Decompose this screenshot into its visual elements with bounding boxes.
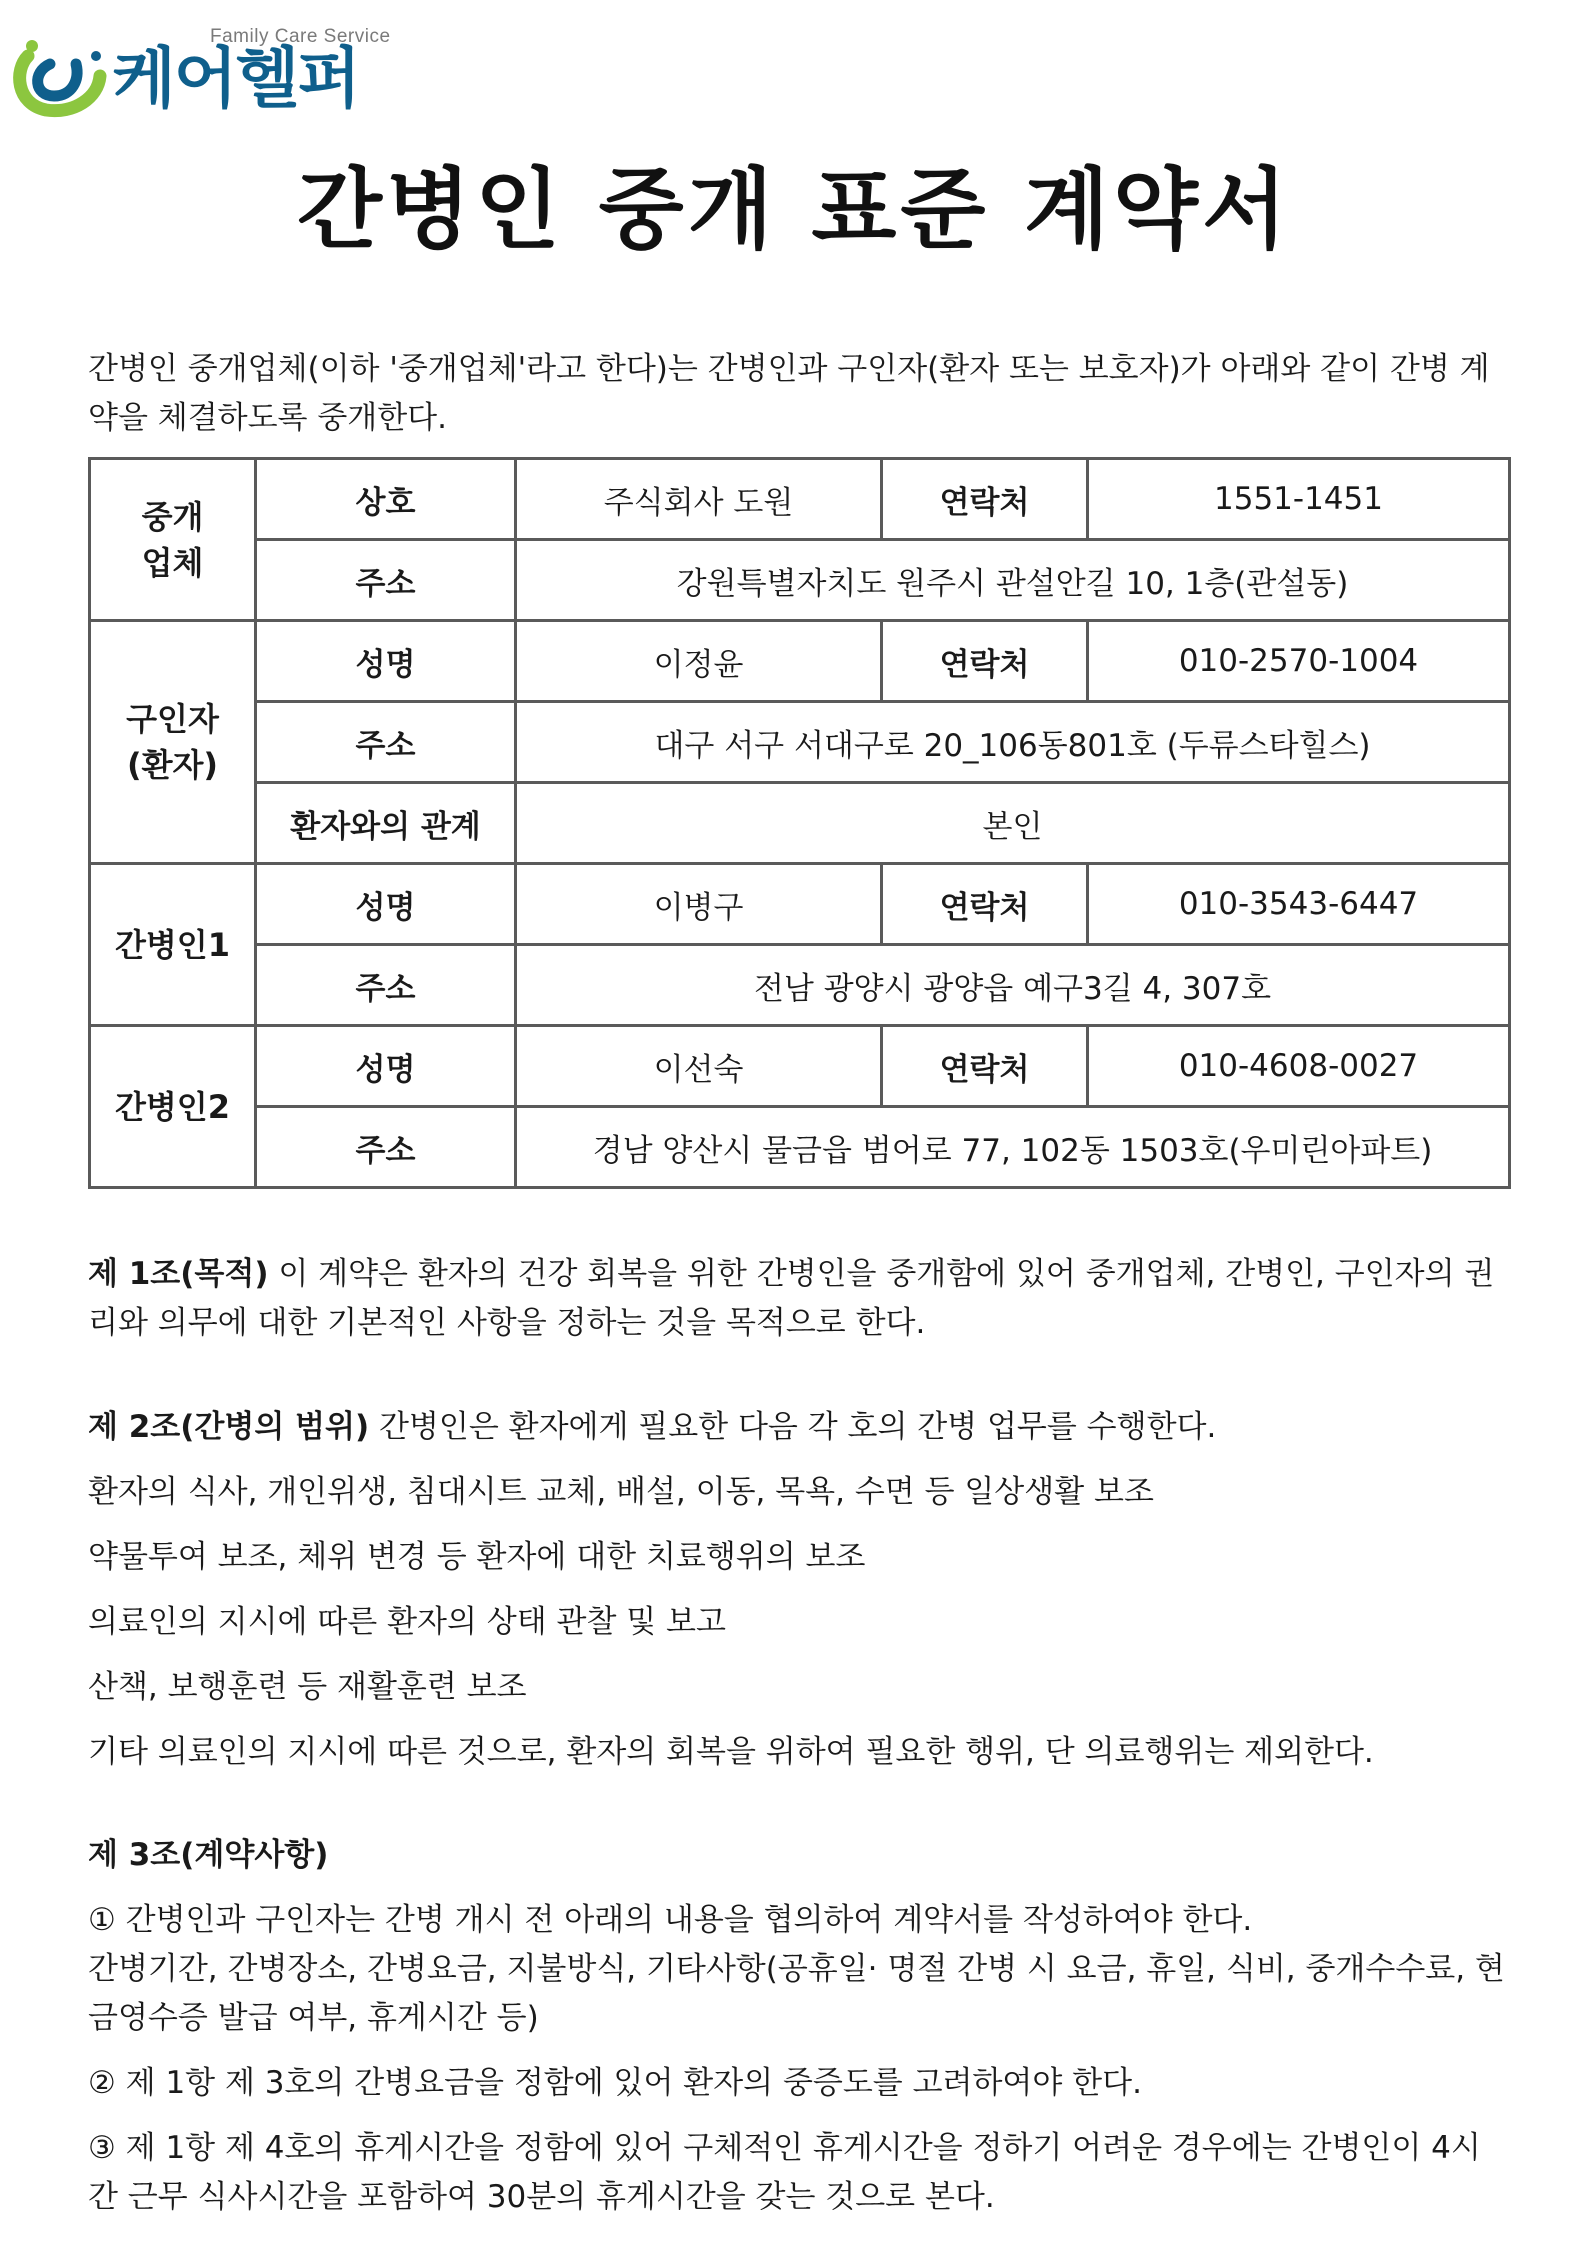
caregiver2-address-label: 주소 (256, 1107, 516, 1188)
client-name-label: 성명 (256, 621, 516, 702)
article-1-heading: 제 1조(목적) (88, 1256, 269, 1292)
article-3-clause-1-detail: 간병기간, 간병장소, 간병요금, 지불방식, 기타사항(공휴일· 명절 간병 시 요금, 휴일, 식비, 중개수수료, 현금영수증 발급 여부, 휴게시간 등) (88, 1951, 1505, 2036)
caregiver2-contact-label: 연락처 (882, 1026, 1088, 1107)
client-row-relation (90, 783, 1510, 864)
agency-name-label: 상호 (256, 459, 516, 540)
article-2-text: 간병인은 환자에게 필요한 다음 각 호의 간병 업무를 수행한다. (369, 1409, 1217, 1445)
agency-address-label: 주소 (256, 540, 516, 621)
caregiver1-group-label: 간병인1 (90, 864, 256, 1026)
client-contact-label: 연락처 (882, 621, 1088, 702)
document-title: 간병인 중개 표준 계약서 (297, 158, 1291, 261)
caregiver2-name-label: 성명 (256, 1026, 516, 1107)
article-3-clause-3: ③ 제 1항 제 4호의 휴게시간을 정함에 있어 구체적인 휴게시간을 정하기 어려운 경우에는 간병인이 4시간 근무 식사시간을 포함하여 30분의 휴게시간을 갖는 것으로 본다. (88, 2130, 1481, 2215)
caregiver2-row-name (90, 1026, 1510, 1107)
client-row-address (90, 702, 1510, 783)
caregiver2-name-value: 이선숙 (516, 1026, 882, 1107)
caregiver1-name-label: 성명 (256, 864, 516, 945)
caregiver2-row-address (90, 1107, 1510, 1188)
agency-contact-label: 연락처 (882, 459, 1088, 540)
client-name-value: 이정윤 (516, 621, 882, 702)
agency-contact-value: 1551-1451 (1088, 459, 1510, 540)
article-2-item: 기타 의료인의 지시에 따른 것으로, 환자의 회복을 위하여 필요한 행위, 단 의료행위는 제외한다. (88, 1734, 1374, 1770)
agency-group-line2: 업체 (141, 543, 204, 582)
client-group-line1: 구인자 (126, 700, 219, 738)
client-relation-label: 환자와의 관계 (256, 783, 516, 864)
article-2-item: 산책, 보행훈련 등 재활훈련 보조 (88, 1669, 527, 1705)
agency-row-name (90, 459, 1510, 540)
client-row-name (90, 621, 1510, 702)
client-address-value: 대구 서구 서대구로 20_106동801호 (두류스타힐스) (516, 702, 1510, 783)
agency-group-label (90, 459, 256, 621)
article-2-item: 의료인의 지시에 따른 환자의 상태 관찰 및 보고 (88, 1604, 726, 1640)
article-2 (88, 1403, 1508, 1452)
client-group-line2: (환자) (126, 746, 219, 784)
caregiver1-address-label: 주소 (256, 945, 516, 1026)
agency-group-line1: 중개 (141, 497, 204, 536)
caregiver2-group-label: 간병인2 (90, 1026, 256, 1188)
company-logo (10, 22, 410, 127)
caregiver1-row-name (90, 864, 1510, 945)
article-2-item: 환자의 식사, 개인위생, 침대시트 교체, 배설, 이동, 목욕, 수면 등 일상생활 보조 (88, 1474, 1154, 1510)
article-1 (88, 1250, 1508, 1348)
article-3-clause-1: ① 간병인과 구인자는 간병 개시 전 아래의 내용을 협의하여 계약서를 작성하여야 한다. (88, 1902, 1253, 1938)
caregiver2-address-value: 경남 양산시 물금읍 범어로 77, 102동 1503호(우미린아파트) (516, 1107, 1510, 1188)
article-1-text: 이 계약은 환자의 건강 회복을 위한 간병인을 중개함에 있어 중개업체, 간병인, 구인자의 권리와 의무에 대한 기본적인 사항을 정하는 것을 목적으로 한다. (88, 1256, 1495, 1341)
caregiver1-contact-value: 010-3543-6447 (1088, 864, 1510, 945)
contract-party-table (88, 457, 1511, 1189)
care-helper-logo-icon (10, 34, 110, 124)
client-contact-value: 010-2570-1004 (1088, 621, 1510, 702)
intro-paragraph: 간병인 중개업체(이하 '중개업체'라고 한다)는 간병인과 구인자(환자 또는 보호자)가 아래와 같이 간병 계약을 체결하도록 중개한다. (88, 351, 1490, 436)
client-group-label (90, 621, 256, 864)
agency-name-value: 주식회사 도원 (516, 459, 882, 540)
caregiver2-contact-value: 010-4608-0027 (1088, 1026, 1510, 1107)
client-relation-value: 본인 (516, 783, 1510, 864)
caregiver1-row-address (90, 945, 1510, 1026)
caregiver1-address-value: 전남 광양시 광양읍 예구3길 4, 307호 (516, 945, 1510, 1026)
article-3-heading: 제 3조(계약사항) (88, 1837, 329, 1873)
logo-brand-name: 케어헬퍼 (112, 40, 360, 117)
article-3 (88, 1831, 1508, 1880)
agency-address-value: 강원특별자치도 원주시 관설안길 10, 1층(관설동) (516, 540, 1510, 621)
article-2-item: 약물투여 보조, 체위 변경 등 환자에 대한 치료행위의 보조 (88, 1539, 866, 1575)
client-address-label: 주소 (256, 702, 516, 783)
logo-tagline: Family Care Service (210, 26, 391, 47)
article-2-heading: 제 2조(간병의 범위) (88, 1409, 370, 1445)
caregiver1-contact-label: 연락처 (882, 864, 1088, 945)
agency-row-address (90, 540, 1510, 621)
article-3-clause-2: ② 제 1항 제 3호의 간병요금을 정함에 있어 환자의 중증도를 고려하여야 한다. (88, 2065, 1142, 2101)
caregiver1-name-value: 이병구 (516, 864, 882, 945)
